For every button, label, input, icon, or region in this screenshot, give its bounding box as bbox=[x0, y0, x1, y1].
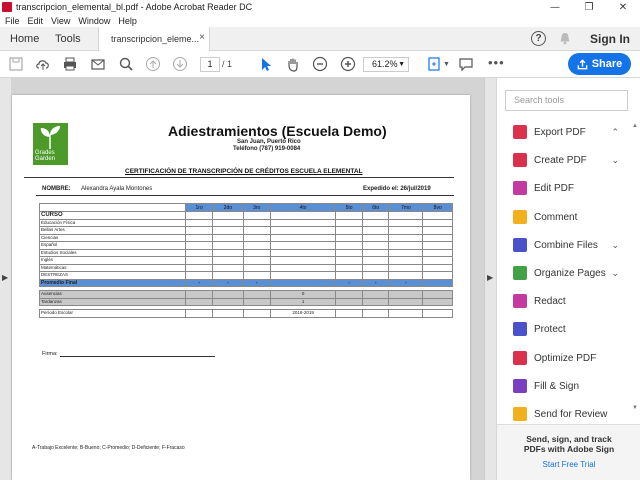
tab-home[interactable]: Home bbox=[10, 33, 40, 45]
tool-item-label: Comment bbox=[534, 211, 578, 223]
tool-item-fill-sign[interactable] bbox=[513, 378, 633, 394]
chevron-down-icon: ▼ bbox=[398, 61, 405, 68]
notification-bell-icon[interactable] bbox=[559, 32, 571, 45]
tardanzas-label: Tardanzas bbox=[40, 298, 186, 306]
minimize-button[interactable]: — bbox=[550, 1, 560, 13]
tool-item-create-pdf[interactable] bbox=[513, 152, 633, 168]
tool-item-edit-pdf[interactable] bbox=[513, 180, 633, 196]
tool-item-protect[interactable] bbox=[513, 321, 633, 337]
promedio-value: - bbox=[186, 279, 213, 287]
menu-edit[interactable]: Edit bbox=[27, 15, 44, 26]
tardanzas-value bbox=[362, 298, 389, 306]
search-tools-input[interactable]: Search tools bbox=[505, 90, 628, 111]
periodo-row bbox=[40, 310, 453, 318]
tardanzas-value bbox=[423, 298, 453, 306]
tool-item-comment[interactable] bbox=[513, 209, 633, 225]
search-icon[interactable] bbox=[118, 56, 134, 72]
tool-item-optimize-pdf[interactable] bbox=[513, 350, 633, 366]
header-grade: 3ro bbox=[243, 204, 270, 212]
promedio-value: - bbox=[389, 279, 423, 287]
header-grade: 5to bbox=[336, 204, 363, 212]
header-grade: 1ro bbox=[186, 204, 213, 212]
tool-item-label: Redact bbox=[534, 295, 566, 307]
school-logo bbox=[33, 123, 68, 165]
share-button[interactable] bbox=[568, 53, 631, 75]
student-name: Alexandra Ayala Montones bbox=[81, 186, 153, 192]
tool-item-label: Optimize PDF bbox=[534, 352, 597, 364]
menu-view[interactable]: View bbox=[51, 15, 71, 26]
organize-pages-icon bbox=[513, 266, 527, 280]
edit-pdf-icon bbox=[513, 181, 527, 195]
tardanzas-value bbox=[389, 298, 423, 306]
document-viewer[interactable] bbox=[0, 78, 496, 480]
tools-pane bbox=[496, 78, 640, 480]
certificate-title: CERTIFICACIÓN DE TRANSCRIPCIÓN DE CRÉDITOS ESCUELA ELEMENTAL bbox=[125, 168, 363, 175]
promo-text-line1: Send, sign, and track bbox=[526, 434, 612, 444]
tab-document[interactable] bbox=[98, 27, 210, 51]
periodo-value bbox=[243, 310, 270, 318]
tool-item-combine-files[interactable] bbox=[513, 237, 633, 253]
tool-item-label: Send for Review bbox=[534, 408, 608, 420]
ausencias-value bbox=[186, 291, 213, 299]
tardanzas-value bbox=[336, 298, 363, 306]
zoom-level-value: 61.2% bbox=[372, 59, 398, 69]
tool-item-label: Export PDF bbox=[534, 126, 586, 138]
promedio-value: - bbox=[213, 279, 243, 287]
page-display-chevron-icon[interactable]: ▼ bbox=[443, 61, 450, 68]
ausencias-row bbox=[40, 291, 453, 299]
page-number-input[interactable]: 1 bbox=[200, 57, 220, 72]
periodo-value bbox=[389, 310, 423, 318]
tab-document-label: transcripcion_eleme... bbox=[111, 34, 200, 44]
issue-date: Expedido el: 26/jul/2019 bbox=[363, 186, 431, 192]
select-cursor-icon[interactable] bbox=[258, 56, 274, 72]
header-grade: 7mo bbox=[389, 204, 423, 212]
window-title: transcripcion_elemental_bl.pdf - Adobe Acrobat Reader DC bbox=[16, 2, 253, 12]
tool-item-export-pdf[interactable] bbox=[513, 124, 633, 140]
promedio-row bbox=[40, 279, 453, 287]
toolbar bbox=[0, 51, 640, 78]
promedio-value bbox=[270, 279, 335, 287]
grade-header-row bbox=[40, 204, 453, 212]
zoom-level-select[interactable] bbox=[363, 57, 409, 72]
grading-legend: A-Trabajo Excelente; B-Bueno; C-Promedio; D-Deficiente; F-Fracaso bbox=[32, 445, 185, 451]
periodo-label: Período Escolar bbox=[40, 310, 186, 318]
subject-name: Inglés bbox=[40, 257, 186, 265]
ausencias-value bbox=[336, 291, 363, 299]
tardanzas-value bbox=[243, 298, 270, 306]
signature-label: Firma: bbox=[42, 351, 58, 357]
grades-table bbox=[39, 203, 453, 318]
sign-in-button[interactable]: Sign In bbox=[590, 32, 630, 46]
subject-name: Ciencias bbox=[40, 234, 186, 242]
previous-page-icon[interactable] bbox=[145, 56, 161, 72]
zoom-in-icon[interactable] bbox=[340, 56, 356, 72]
ausencias-value bbox=[213, 291, 243, 299]
ausencias-value: 0 bbox=[270, 291, 335, 299]
ausencias-label: Ausencias bbox=[40, 291, 186, 299]
upload-cloud-icon[interactable] bbox=[35, 56, 51, 72]
chevron-up-icon[interactable]: ⌃ bbox=[611, 126, 619, 137]
tool-item-redact[interactable] bbox=[513, 293, 633, 309]
subject-name: Español bbox=[40, 242, 186, 250]
table-row bbox=[40, 212, 453, 220]
tardanzas-row bbox=[40, 298, 453, 306]
promo-text-line2: PDFs with Adobe Sign bbox=[523, 444, 615, 454]
menu-help[interactable]: Help bbox=[118, 15, 137, 26]
acrobat-app-icon bbox=[2, 2, 12, 12]
tab-close-icon[interactable]: × bbox=[199, 32, 205, 43]
print-icon[interactable] bbox=[62, 56, 78, 72]
ausencias-value bbox=[362, 291, 389, 299]
periodo-value bbox=[362, 310, 389, 318]
chevron-down-icon[interactable]: ⌄ bbox=[611, 267, 619, 278]
divider bbox=[24, 177, 454, 178]
header-blank bbox=[40, 204, 186, 212]
create-pdf-icon bbox=[513, 153, 527, 167]
start-free-trial-link[interactable]: Start Free Trial bbox=[542, 460, 596, 469]
export-pdf-icon bbox=[513, 125, 527, 139]
page-total: / 1 bbox=[222, 59, 233, 69]
curso-label: CURSO bbox=[40, 212, 186, 220]
optimize-pdf-icon bbox=[513, 351, 527, 365]
table-row bbox=[40, 227, 453, 235]
table-row bbox=[40, 264, 453, 272]
table-row bbox=[40, 234, 453, 242]
collapse-right-panel-icon[interactable]: ▶ bbox=[487, 273, 494, 282]
divider bbox=[36, 195, 454, 196]
chevron-down-icon[interactable]: ⌄ bbox=[611, 239, 619, 250]
tardanzas-value bbox=[213, 298, 243, 306]
pdf-page bbox=[12, 95, 470, 480]
comment-icon bbox=[513, 210, 527, 224]
periodo-value bbox=[186, 310, 213, 318]
maximize-button[interactable]: ❐ bbox=[584, 1, 594, 13]
school-name: Adiestramientos (Escuela Demo) bbox=[168, 123, 387, 139]
ausencias-value bbox=[423, 291, 453, 299]
tool-item-send-for-review[interactable] bbox=[513, 406, 633, 422]
ausencias-value bbox=[389, 291, 423, 299]
tool-item-label: Create PDF bbox=[534, 154, 587, 166]
email-icon[interactable] bbox=[90, 56, 106, 72]
tool-item-label: Fill & Sign bbox=[534, 380, 580, 392]
title-bar bbox=[0, 0, 640, 14]
subject-name: Matemáticas bbox=[40, 264, 186, 272]
ausencias-value bbox=[243, 291, 270, 299]
tool-item-label: Protect bbox=[534, 323, 566, 335]
school-location: San Juan, Puerto Rico bbox=[237, 139, 301, 145]
scroll-down-icon[interactable]: ▼ bbox=[632, 405, 638, 411]
subject-name: Educación Física bbox=[40, 219, 186, 227]
menu-bar bbox=[0, 14, 640, 27]
periodo-value bbox=[213, 310, 243, 318]
tab-tools[interactable]: Tools bbox=[55, 33, 81, 45]
school-phone: Teléfono (787) 919-0084 bbox=[233, 146, 301, 152]
table-row bbox=[40, 272, 453, 280]
share-icon bbox=[577, 59, 588, 70]
tool-item-label: Combine Files bbox=[534, 239, 598, 251]
table-row bbox=[40, 249, 453, 257]
subject-name: Bellas Artes bbox=[40, 227, 186, 235]
page-display-icon[interactable] bbox=[426, 56, 442, 72]
adobe-sign-promo bbox=[497, 424, 640, 480]
more-options-icon[interactable]: ••• bbox=[488, 55, 505, 70]
leaf-logo-icon bbox=[33, 125, 68, 151]
promedio-value bbox=[423, 279, 453, 287]
logo-text-line2: Garden bbox=[35, 156, 56, 162]
tab-bar bbox=[0, 27, 640, 51]
scroll-up-icon[interactable]: ▲ bbox=[632, 123, 638, 129]
promedio-value: - bbox=[362, 279, 389, 287]
subject-name: DESTREZAS bbox=[40, 272, 186, 280]
expand-left-panel-icon[interactable]: ▶ bbox=[2, 273, 9, 282]
save-icon[interactable] bbox=[8, 56, 24, 72]
tool-item-organize-pages[interactable] bbox=[513, 265, 633, 281]
logo-text-line1: Grades bbox=[35, 150, 55, 156]
student-name-label: NOMBRE: bbox=[42, 186, 71, 192]
header-grade: 6to bbox=[362, 204, 389, 212]
close-window-button[interactable]: ✕ bbox=[618, 1, 628, 13]
help-icon[interactable]: ? bbox=[531, 31, 546, 46]
table-row bbox=[40, 257, 453, 265]
table-row bbox=[40, 219, 453, 227]
periodo-value: 2018-2019 bbox=[270, 310, 335, 318]
send-for-review-icon bbox=[513, 407, 527, 421]
periodo-value bbox=[336, 310, 363, 318]
menu-window[interactable]: Window bbox=[78, 15, 111, 26]
header-grade: 8vo bbox=[423, 204, 453, 212]
fill-sign-icon bbox=[513, 379, 527, 393]
zoom-out-icon[interactable] bbox=[312, 56, 328, 72]
tardanzas-value: 1 bbox=[270, 298, 335, 306]
tardanzas-value bbox=[186, 298, 213, 306]
comment-bubble-icon[interactable] bbox=[458, 56, 474, 72]
next-page-icon[interactable] bbox=[172, 56, 188, 72]
tool-item-label: Organize Pages bbox=[534, 267, 606, 279]
redact-icon bbox=[513, 294, 527, 308]
promedio-value: - bbox=[336, 279, 363, 287]
tools-scrollbar[interactable] bbox=[632, 123, 637, 413]
periodo-value bbox=[423, 310, 453, 318]
hand-tool-icon[interactable] bbox=[285, 56, 301, 72]
tool-item-label: Edit PDF bbox=[534, 182, 575, 194]
header-grade: 2do bbox=[213, 204, 243, 212]
promedio-label: Promedio Final bbox=[40, 279, 186, 287]
menu-file[interactable]: File bbox=[5, 15, 20, 26]
combine-files-icon bbox=[513, 238, 527, 252]
signature-line bbox=[60, 356, 215, 357]
header-grade: 4to bbox=[270, 204, 335, 212]
share-label: Share bbox=[591, 58, 623, 70]
table-row bbox=[40, 242, 453, 250]
subject-name: Estudios Sociales bbox=[40, 249, 186, 257]
promedio-value: - bbox=[243, 279, 270, 287]
chevron-down-icon[interactable]: ⌄ bbox=[611, 154, 619, 165]
protect-icon bbox=[513, 322, 527, 336]
